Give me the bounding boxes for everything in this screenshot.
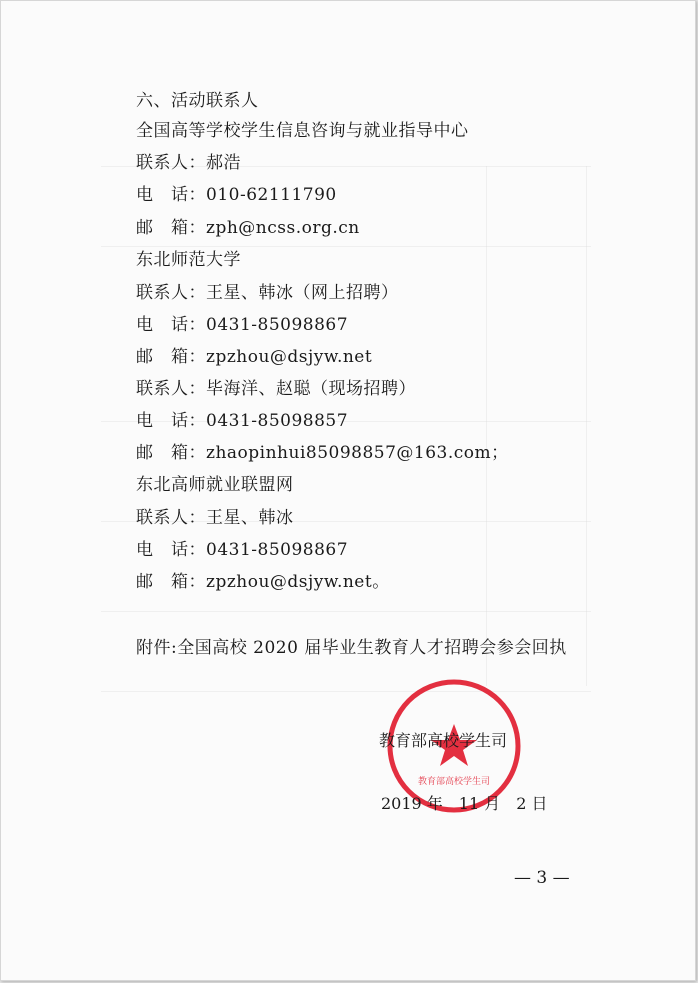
org-name: 东北师范大学 [136, 250, 241, 270]
contact-phone: 电 话：0431-85098867 [136, 540, 349, 560]
page-number: — 3 — [514, 868, 570, 888]
org-name: 全国高等学校学生信息咨询与就业指导中心 [136, 121, 469, 141]
contact-person: 联系人：王星、韩冰（网上招聘） [136, 283, 399, 303]
contact-person: 联系人：郝浩 [136, 153, 241, 173]
contact-email: 邮 箱：zph@ncss.org.cn [136, 218, 360, 238]
org-name: 东北高师就业联盟网 [136, 475, 294, 495]
section-heading: 六、活动联系人 [136, 91, 259, 111]
bleed-through-table [486, 166, 487, 686]
issuer-signature: 教育部高校学生司 [379, 731, 508, 750]
contact-phone: 电 话：0431-85098857 [136, 411, 349, 431]
bleed-through-table [101, 611, 591, 612]
contact-person: 联系人：王星、韩冰 [136, 508, 294, 528]
bleed-through-table [101, 246, 591, 247]
contact-email: 邮 箱：zpzhou@dsjyw.net。 [136, 572, 390, 592]
attachment-note: 附件:全国高校 2020 届毕业生教育人才招聘会参会回执 [136, 638, 567, 658]
contact-email: 邮 箱：zhaopinhui85098857@163.com； [136, 443, 509, 463]
bleed-through-table [586, 166, 587, 686]
contact-person: 联系人：毕海洋、赵聪（现场招聘） [136, 379, 416, 399]
contact-email: 邮 箱：zpzhou@dsjyw.net [136, 347, 373, 367]
contact-phone: 电 话：0431-85098867 [136, 315, 349, 335]
issue-date: 2019 年 11 月 2 日 [381, 794, 548, 813]
contact-phone: 电 话：010-62111790 [136, 185, 337, 205]
seal-text: 教育部高校学生司 [417, 777, 491, 787]
